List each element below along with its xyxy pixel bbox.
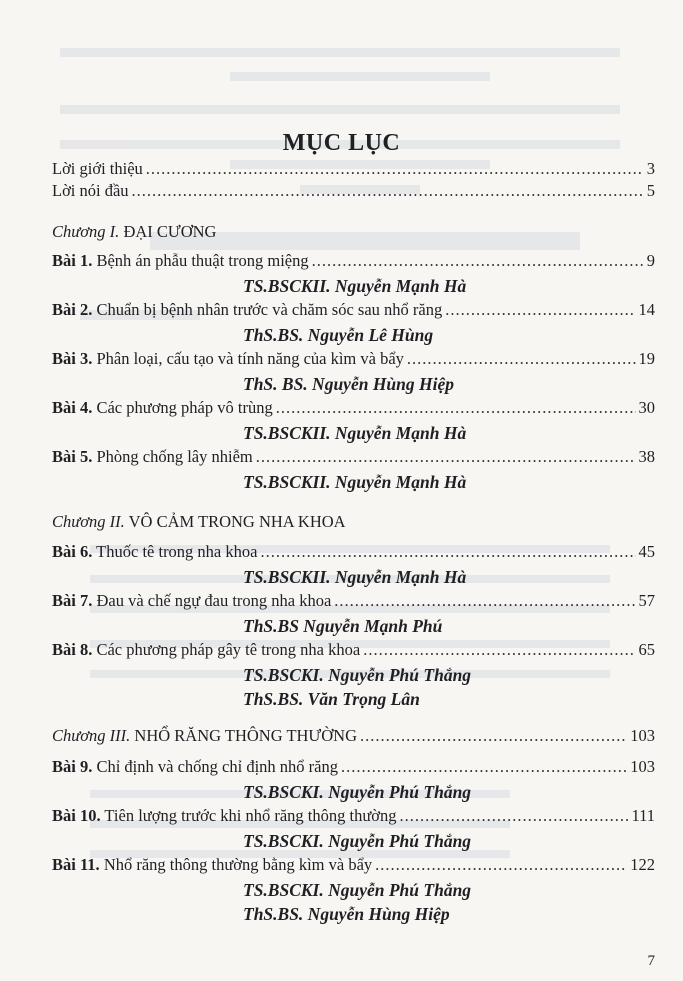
dot-leader — [256, 447, 636, 467]
toc-author: TS.BSCKII. Nguyễn Mạnh Hà — [243, 276, 467, 296]
toc-page-number: 57 — [638, 591, 655, 610]
dot-leader — [312, 251, 644, 271]
lesson-number: Bài 11. — [52, 855, 100, 874]
toc-author: TS.BSCKI. Nguyễn Phú Thắng — [243, 831, 472, 851]
toc-entry-title — [52, 159, 143, 179]
toc-entry-title — [52, 726, 357, 746]
page-number: 7 — [647, 953, 655, 969]
dot-leader — [445, 300, 635, 320]
toc-entry-label: VÔ CẢM TRONG NHA KHOA — [128, 512, 346, 531]
toc-entry-label: Chuẩn bị bệnh nhân trước và chăm sóc sau nhổ răng — [96, 300, 443, 319]
toc-lesson-row — [52, 398, 655, 418]
toc-entry-label: ĐẠI CƯƠNG — [123, 222, 217, 241]
dot-leader — [375, 855, 627, 875]
dot-leader — [334, 591, 635, 611]
toc-entry-title — [52, 806, 397, 826]
toc-page-number: 103 — [630, 757, 655, 776]
toc-entry-title — [52, 181, 129, 201]
toc-entry-title — [52, 398, 273, 418]
toc-lesson-row — [52, 806, 655, 826]
toc-author: ThS.BS. Nguyễn Lê Hùng — [243, 325, 434, 345]
toc-entry-label: Thuốc tê trong nha khoa — [96, 542, 258, 561]
page-title: MỤC LỤC — [282, 130, 401, 156]
toc-entry-label: NHỔ RĂNG THÔNG THƯỜNG — [134, 726, 357, 745]
chapter-number: Chương I. — [52, 222, 120, 241]
toc-entry-title — [52, 512, 346, 532]
toc-lesson-row — [52, 349, 655, 369]
toc-page-number: 5 — [646, 181, 655, 200]
lesson-number: Bài 5. — [52, 447, 93, 466]
toc-entry-title — [52, 640, 360, 660]
toc-author: ThS.BS. Nguyễn Hùng Hiệp — [243, 904, 450, 924]
chapter-number: Chương III. — [52, 726, 131, 745]
toc-page-number: 19 — [638, 349, 655, 368]
toc-entry-label: Chỉ định và chống chỉ định nhổ răng — [96, 757, 338, 776]
toc-entry-label: Các phương pháp gây tê trong nha khoa — [96, 640, 361, 659]
toc-entry-title — [52, 222, 216, 242]
toc-entry-title — [52, 542, 257, 562]
toc-lesson-row — [52, 300, 655, 320]
toc-page-number: 45 — [638, 542, 655, 561]
chapter-number: Chương II. — [52, 512, 125, 531]
dot-leader — [363, 640, 635, 660]
lesson-number: Bài 2. — [52, 300, 93, 319]
toc-entry-label: Lời nói đầu — [52, 181, 129, 200]
toc-lesson-row — [52, 251, 655, 271]
toc-page-number: 122 — [630, 855, 655, 874]
dot-leader — [132, 181, 644, 201]
toc-author: ThS. BS. Nguyễn Hùng Hiệp — [243, 374, 455, 394]
toc-page-number: 9 — [646, 251, 655, 270]
toc-author: ThS.BS. Văn Trọng Lân — [243, 689, 420, 709]
toc-entry-label: Đau và chế ngự đau trong nha khoa — [96, 591, 332, 610]
toc-entry-title — [52, 591, 331, 611]
toc-lesson-row — [52, 591, 655, 611]
toc-lesson-row — [52, 447, 655, 467]
toc-entry-title — [52, 349, 404, 369]
toc-page-number: 111 — [631, 806, 655, 825]
dot-leader — [276, 398, 636, 418]
dot-leader — [260, 542, 635, 562]
lesson-number: Bài 1. — [52, 251, 93, 270]
lesson-number: Bài 6. — [52, 542, 93, 561]
toc-chapter-row — [52, 726, 655, 746]
toc-page-number: 14 — [638, 300, 655, 319]
lesson-number: Bài 7. — [52, 591, 93, 610]
toc-author: TS.BSCKII. Nguyễn Mạnh Hà — [243, 472, 467, 492]
toc-entry-label: Phòng chống lây nhiễm — [96, 447, 253, 466]
toc-lesson-row — [52, 640, 655, 660]
toc-author: TS.BSCKI. Nguyễn Phú Thắng — [243, 782, 472, 802]
toc-front-row — [52, 159, 655, 179]
dot-leader — [360, 726, 627, 746]
dot-leader — [341, 757, 627, 777]
toc-entry-title — [52, 855, 372, 875]
toc-author: TS.BSCKI. Nguyễn Phú Thắng — [243, 880, 472, 900]
toc-page-number: 103 — [630, 726, 655, 745]
toc-author: TS.BSCKII. Nguyễn Mạnh Hà — [243, 567, 467, 587]
toc-entry-label: Phân loại, cấu tạo và tính năng của kìm và bẩy — [96, 349, 404, 368]
toc-entry-title — [52, 447, 253, 467]
dot-leader — [400, 806, 629, 826]
lesson-number: Bài 9. — [52, 757, 93, 776]
toc-front-row — [52, 181, 655, 201]
toc-entry-title — [52, 251, 309, 271]
toc-entry-label: Tiên lượng trước khi nhổ răng thông thường — [104, 806, 397, 825]
toc-author: TS.BSCKII. Nguyễn Mạnh Hà — [243, 423, 467, 443]
toc-lesson-row — [52, 757, 655, 777]
toc-author: ThS.BS Nguyễn Mạnh Phú — [243, 616, 443, 636]
toc-entry-label: Bệnh án phẫu thuật trong miệng — [96, 251, 309, 270]
toc-entry-label: Nhổ răng thông thường bằng kìm và bẩy — [103, 855, 373, 874]
toc-page-number: 3 — [646, 159, 655, 178]
lesson-number: Bài 4. — [52, 398, 93, 417]
toc-page-number: 30 — [638, 398, 655, 417]
lesson-number: Bài 10. — [52, 806, 101, 825]
dot-leader — [146, 159, 644, 179]
toc-chapter-row — [52, 222, 655, 242]
toc-lesson-row — [52, 542, 655, 562]
toc-page-number: 38 — [638, 447, 655, 466]
toc-author: TS.BSCKI. Nguyễn Phú Thắng — [243, 665, 472, 685]
lesson-number: Bài 8. — [52, 640, 93, 659]
toc-entry-title — [52, 757, 338, 777]
toc-lesson-row — [52, 855, 655, 875]
toc-entry-title — [52, 300, 442, 320]
toc-chapter-row — [52, 512, 655, 532]
dot-leader — [407, 349, 636, 369]
lesson-number: Bài 3. — [52, 349, 93, 368]
toc-page-number: 65 — [638, 640, 655, 659]
toc-entry-label: Lời giới thiệu — [52, 159, 143, 178]
toc-entry-label: Các phương pháp vô trùng — [96, 398, 273, 417]
